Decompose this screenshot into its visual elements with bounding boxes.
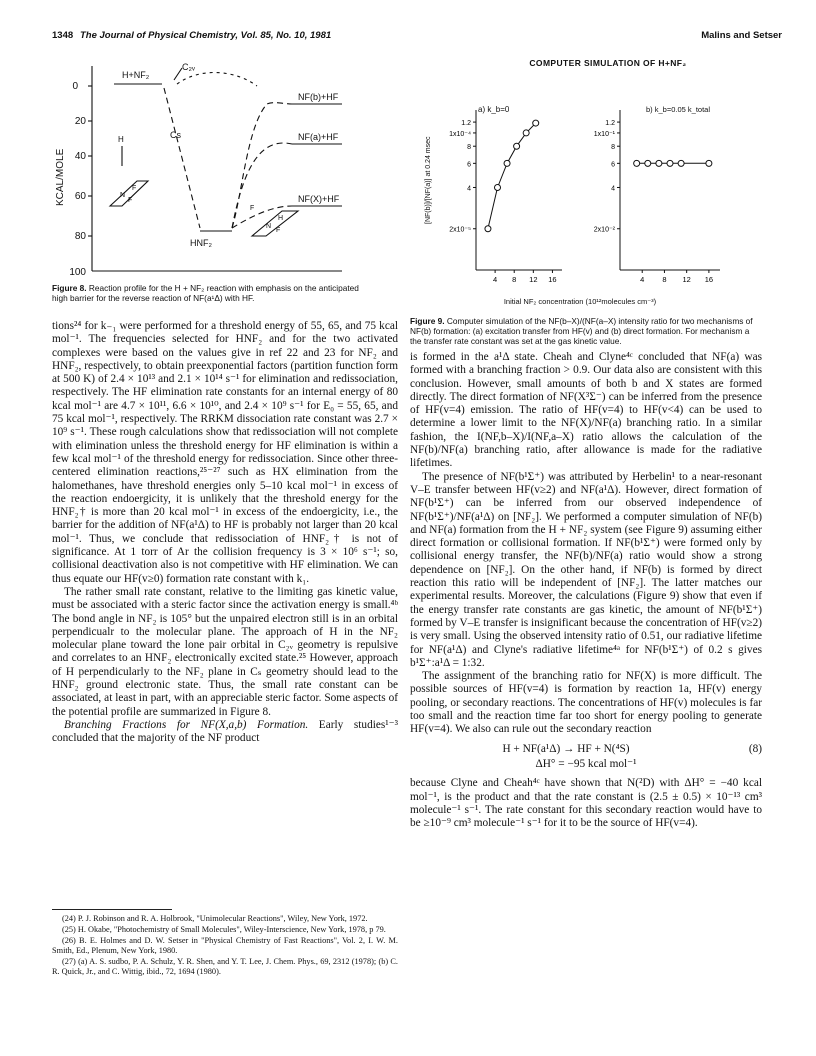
fig8-struct-left-n: N — [120, 192, 126, 199]
fig8-label-nfb-hf: NF(b)+HF — [298, 92, 339, 102]
figure-9-caption-text: Computer simulation of the NF(b–X)/(NF(a–X) intensity ratio for two mechanisms of NF(b) formation: (a) excitation transfer from HF(v) and (b) direct formation. For mechanism a the transfer rate constant was set at the gas kinetic value. — [410, 316, 753, 346]
fig8-struct-right-h: H — [278, 215, 284, 222]
section-heading: Branching Fractions for NF(X,a,b) Formation. — [64, 718, 309, 731]
paragraph: The presence of NF(b¹Σ⁺) was attributed by Herbelin¹ to a near-resonant V–E transfer between HF(v≥2) and NF(a¹Δ). However, direct formation of NF(b¹Σ⁺) can be inferred from our observed independence of NF(b¹Σ⁺)/NF(a¹Δ) on [NF₂]. We performed a computer simulation of NF(b) and NF(a) formation from the H + NF₂ system (see Figure 9) assuming either direct formation or collisional formation. If NF(b¹Σ⁺) were formed only by collisional energy transfer, the NF(b)/NF(a) ratio would show a strong dependence on [NF₂]. On the other hand, if NF(b) is formed by direct reaction this ratio will be independent of [NF₂]. The latter matches our experimental results. Moreover, the calculations (Figure 9) show that even if the energy transfer rate constants are gas kinetic, the amount of NF(b¹Σ⁺) formed by V–E transfer is insignificant because the concentration of HF(v≥2) is very small. Using the observed intensity ratio of 0.51, our radiative lifetime for NF(a¹Δ) and Clyne's radiative lifetime⁴ᵃ for NF(b¹Σ⁺) of 0.2 s gives b¹Σ⁺:a¹Δ = 1:32. — [410, 470, 762, 669]
figure-9-caption — [410, 316, 760, 346]
data-point — [634, 160, 640, 166]
paragraph: is formed in the a¹Δ state. Cheah and Clyne⁴ᶜ concluded that NF(a) was formed with a branching fraction > 0.9. Our data also are consistent with this conclusion. However, small amounts of both b and X states are formed directly. The direct formation of NF(X³Σ⁻) can be inferred from the presence of HF(v=4) emission. The ratio of HF(v=4) to HF(v<4) can be used to determine a lower limit to the NF(X)/NF(a) branching ratio. In a similar fashion, the I(NF,b–X)/I(NF,a–X) ratio allows the calculation of the NF(b)/NF(a) branching ratio, after allowance is made for the radiative lifetimes. — [410, 351, 762, 470]
fig8-struct-left-h: H — [118, 135, 124, 144]
fig8-y-tick: 20 — [74, 116, 86, 127]
running-authors: Malins and Setser — [701, 30, 782, 41]
figure-8-reaction-profile — [52, 56, 352, 280]
data-point — [667, 160, 673, 166]
y-tick-label: 4 — [611, 185, 615, 193]
fig8-label-nfx-hf: NF(X)+HF — [298, 194, 340, 204]
paragraph: The assignment of the branching ratio for NF(X) is more difficult. The possible sources of HF(v=4) is formation by reaction 1a, HF(v) energy pooling, or secondary reactions. The concentrations of HF(v) molecules is far too small and the reaction time far too short for energy pooling to generate HF(v=4). We also can rule out the secondary reaction — [410, 670, 762, 736]
x-tick-label: 4 — [640, 275, 645, 284]
y-tick-label: 8 — [467, 144, 471, 152]
fig8-y-tick: 60 — [74, 191, 86, 202]
footnote: (24) P. J. Robinson and R. A. Holbrook, "Unimolecular Reactions", Wiley, New York, 1972. — [62, 914, 368, 923]
footnote: (25) H. Okabe, "Photochemistry of Small Molecules", Wiley-Interscience, New York, 1978, p 79. — [62, 925, 386, 934]
fig9-panel-b-label: b) k_b=0.05 k_total — [646, 105, 711, 114]
fig8-struct-right-f2: F — [276, 227, 281, 234]
fig8-y-tick: 40 — [74, 151, 86, 162]
fig8-struct-right-f: F — [250, 205, 255, 212]
figure-9-caption-label: Figure 9. — [410, 316, 445, 326]
fig8-label-c2v: C₂ᵥ — [182, 62, 195, 72]
data-point — [485, 226, 491, 232]
y-tick-label: 4 — [467, 185, 471, 193]
page-number: 1348 — [52, 30, 74, 41]
fig8-y-axis-label: KCAL/MOLE — [55, 148, 66, 206]
footnotes — [52, 909, 398, 978]
data-point — [656, 160, 662, 166]
fig8-label-cs: Cs — [170, 130, 181, 140]
y-tick-label: 1.2 — [605, 120, 615, 128]
data-point — [504, 160, 510, 166]
fig9-y-axis-label: [NF(b)]/[NF(a)] at 0.24 msec — [425, 136, 432, 224]
y-tick-label: 8 — [611, 144, 615, 152]
footnote-rule — [52, 909, 172, 910]
data-point — [678, 160, 684, 166]
equation-body: H + NF(a¹Δ) → HF + N(⁴S) — [502, 742, 630, 755]
footnote: (27) (a) A. S. sudbo, P. A. Schulz, Y. R. Shen, and Y. T. Lee, J. Chem. Phys., 69, 2312 (1978); (b) C. R. Quick, Jr., and C. Wittig, ibid., 72, 1694 (1980). — [52, 957, 398, 976]
figure-8-caption-text: Reaction profile for the H + NF₂ reaction with emphasis on the anticipated high barrier for the reverse reaction of NF(a¹Δ) with HF. — [52, 283, 359, 303]
x-tick-label: 12 — [529, 275, 538, 284]
fig9-x-axis-label: Initial NF₂ concentration (10¹²molecules cm⁻³) — [503, 297, 657, 306]
journal-title: The Journal of Physical Chemistry, Vol. 85, No. 10, 1981 — [80, 30, 332, 41]
x-tick-label: 4 — [493, 275, 498, 284]
x-tick-label: 16 — [704, 275, 714, 284]
equation-8 — [410, 743, 762, 756]
y-tick-label: 2x10⁻² — [593, 226, 615, 234]
y-tick-label: 1x10⁻¹ — [593, 130, 615, 138]
fig9-panel-a-label: a) k_b=0 — [478, 105, 510, 114]
data-point — [495, 184, 501, 190]
figure-9-chart — [420, 74, 740, 310]
figure-9-title: COMPUTER SIMULATION OF H+NF₂ — [529, 58, 687, 68]
data-point — [523, 130, 529, 136]
equation-enthalpy: ΔH° = −95 kcal mol⁻¹ — [535, 757, 637, 770]
footnote: (26) B. E. Holmes and D. W. Setser in "Physical Chemistry of Fast Reactions", Vol. 2, I. W. M. Smith, Ed., Plenum, New York, 1980. — [52, 936, 398, 955]
paragraph: tions²⁴ for k₋₁ were performed for a threshold energy of 55, 65, and 75 kcal mol⁻¹. The frequencies selected for HNF₂ and for the two activated complexes were based on the values give in ref 22 and 23 for NF₂ and HNF₂, respectively, to obtain preexponential factors (partition function form at 500 K) of 2.4 × 10¹³ and 2.1 × 10¹⁴ s⁻¹ for elimination and redissociation, respectively. The HF elimination rate constants for an internal energy of 80 kcal mol⁻¹ are 4.7 × 10¹¹, 6.6 × 10¹⁰, and 2.4 × 10⁹ s⁻¹ for E₀ = 55, 65, and 75 kcal mol⁻¹, respectively. The RRKM dissociation rate constant was 2.7 × 10⁹ s⁻¹. These rough calculations show that redissociation will not complete with elimination unless the threshold energy for HF elimination is within a few kcal mol⁻¹ of the threshold energy for redissociation. Since other three-centered elimination reactions,²⁵⁻²⁷ such as HX elimination from the halomethanes, have threshold energies only 5–10 kcal mol⁻¹ in excess of the reaction endoergicity, it is unlikely that the threshold energy for the HNF₂† is more than 20 kcal mol⁻¹ in excess of the endoergicity, i.e., the barrier for the addition of NF(a¹Δ) to HF is probably not larger than 20 kcal mol⁻¹. Thus, we conclude that redissociation of HNF₂† is not of significance. At 1 torr of Ar the collision frequency is 3 × 10⁶ s⁻¹; so, collisional deactivation also is not competitive with HF elimination. We can thus equate our HF(v≥0) formation rate constant with k₁. — [52, 320, 398, 585]
x-tick-label: 8 — [662, 275, 667, 284]
y-tick-label: 6 — [467, 161, 471, 169]
fig8-label-h-nf2: H+NF₂ — [122, 70, 150, 80]
paragraph: Branching Fractions for NF(X,a,b) Formation. Early studies¹⁻³ concluded that the majority of the NF product — [52, 718, 399, 745]
x-tick-label: 16 — [548, 275, 557, 284]
fig8-y-tick: 100 — [69, 267, 86, 278]
series-line — [488, 123, 536, 229]
y-tick-label: 6 — [611, 161, 615, 169]
fig8-label-hnf2: HNF₂ — [190, 238, 212, 248]
right-column-text — [410, 351, 762, 830]
left-column-text — [52, 320, 398, 746]
fig8-struct-left-f: F — [132, 185, 137, 192]
fig8-struct-right-n: N — [266, 223, 272, 230]
x-tick-label: 12 — [682, 275, 691, 284]
fig8-label-nfa-hf: NF(a)+HF — [298, 132, 339, 142]
y-tick-label: 1x10⁻⁴ — [449, 130, 471, 138]
data-point — [514, 143, 520, 149]
paragraph: The rather small rate constant, relative to the limiting gas kinetic value, must be associated with a steric factor since the activation energy is small.⁴ᵇ The bond angle in NF₂ is 105° but the unpaired electron still is in an orbital perpendicualr to the molecular plane. The approach of H in the NF₂ molecular plane toward the lone pair orbital in C₂ᵥ geometry is repulsive and correlates to an HNF₂ electronically excited state.²⁵ However, approach of H perpendicularly to the NF₂ plane in Cₛ geometry should lead to the HNF₂ ground electronic state. Thus, the small rate constant can be associated, at least in part, with an appreciable steric factor. Some aspects of the potential profile are summarized in Figure 8. — [52, 585, 398, 718]
y-tick-label: 2x10⁻⁵ — [449, 226, 471, 234]
figure-8-caption — [52, 283, 364, 303]
x-tick-label: 8 — [512, 275, 517, 284]
data-point — [533, 120, 539, 126]
page-header — [52, 30, 782, 44]
data-point — [645, 160, 651, 166]
fig8-struct-left-f2: F — [128, 197, 133, 204]
y-tick-label: 1.2 — [461, 120, 471, 128]
fig8-y-tick: 0 — [72, 81, 78, 92]
data-point — [706, 160, 712, 166]
paragraph: because Clyne and Cheah⁴ᶜ have shown that N(²D) with ΔH° = −40 kcal mol⁻¹, is the product and that the rate constant is (2.5 ± 0.5) × 10⁻¹³ cm³ molecule⁻¹ s⁻¹. The rate constant for this secondary reaction would have to be ≥10⁻⁹ cm³ molecule⁻¹ s⁻¹ for it to be the source of HF(v=4). — [410, 777, 762, 830]
figure-8-caption-label: Figure 8. — [52, 283, 87, 293]
fig8-y-tick: 80 — [74, 231, 86, 242]
equation-number: (8) — [748, 742, 762, 755]
